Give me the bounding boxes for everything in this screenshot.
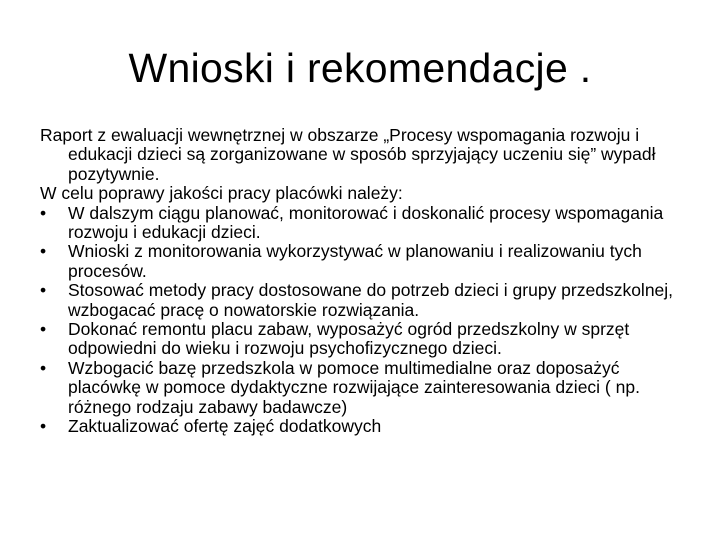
list-item	[40, 204, 680, 243]
slide-title: Wnioski i rekomendacje .	[128, 45, 592, 91]
intro-paragraph: Raport z ewaluacji wewnętrznej w obszarze „Procesy wspomagania rozwoju i edukacji dzieci są zorganizowane w sposób sprzyjający uczeniu się” wypadł pozytywnie.	[40, 125, 656, 184]
list-item-text: Zaktualizować ofertę zajęć dodatkowych	[68, 416, 382, 437]
list-item	[40, 417, 680, 436]
list-item-text: Stosować metody pracy dostosowane do potrzeb dzieci i grupy przedszkolnej, wzbogacać pracę o nowatorskie rozwiązania.	[68, 280, 674, 320]
list-item-text: W dalszym ciągu planować, monitorować i doskonalić procesy wspomagania rozwoju i edukacji dzieci.	[68, 202, 664, 243]
list-item	[40, 359, 680, 417]
list-item	[40, 242, 680, 281]
bullet-icon: •	[40, 202, 47, 223]
bullet-icon: •	[40, 319, 47, 340]
bullet-icon: •	[40, 280, 47, 301]
bullet-icon: •	[40, 416, 47, 437]
lead-paragraph: W celu poprawy jakości pracy placówki należy:	[40, 183, 403, 204]
slide-body	[40, 126, 680, 437]
list-item-text: Wnioski z monitorowania wykorzystywać w planowaniu i realizowaniu tych procesów.	[68, 241, 642, 281]
list-item	[40, 281, 680, 320]
bullet-icon: •	[40, 357, 47, 378]
list-item-text: Wzbogacić bazę przedszkola w pomoce multimedialne oraz doposażyć placówkę w pomoce dydaktyczne rozwijające zainteresowania dzieci ( np. różnego rodzaju zabawy badawcze)	[68, 357, 640, 417]
recommendations-list	[40, 204, 680, 437]
bullet-icon: •	[40, 241, 47, 262]
list-item-text: Dokonać remontu placu zabaw, wyposażyć ogród przedszkolny w sprzęt odpowiedni do wieku i rozwoju psychofizycznego dzieci.	[68, 319, 630, 359]
list-item	[40, 320, 680, 359]
